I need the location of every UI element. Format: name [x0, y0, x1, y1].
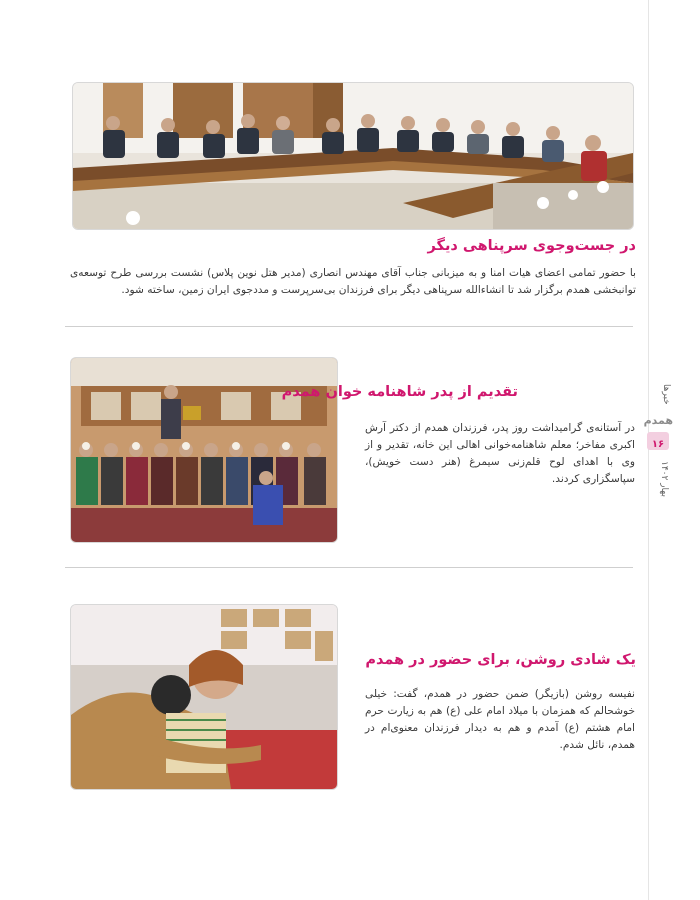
article-2-body: در آستانه‌ی گرامیداشت روز پدر، فرزندان همدم از دکتر آرش اکبری مفاخر؛ معلم شاهنامه‌خوانی اهالی این خانه، تقدیر و از وی با اهدای لوح قلم‌زنی سیمرغ (هنر دست خویش)، سپاسگزاری کردند. [365, 422, 635, 485]
divider-1 [65, 326, 633, 327]
page-number: ۱۶ [651, 439, 665, 450]
page-number-badge [647, 432, 669, 450]
section-label: خبرها [661, 383, 671, 405]
sidebar [643, 370, 673, 500]
article-1-body: با حضور تمامی اعضای هیات امنا و به میزبانی جناب آقای مهندس انصاری (مدیر هتل نوین پلاس) نشست بررسی طرح توسعه‌ی توانبخشی همدم برگزار شد تا انشاءالله سرپناهی دیگر برای فرزندان بی‌سرپرست و مددجوی ایران زمین، ساخته شود. [70, 267, 636, 296]
meeting-photo [72, 82, 634, 230]
article-3-headline: یک شادی روشن، برای حضور در همدم [365, 652, 636, 668]
article-2-headline: تقدیم از پدر شاهنامه خوان همدم [281, 384, 518, 400]
hug-photo [70, 604, 338, 790]
article-3-body: نفیسه روشن (بازیگر) ضمن حضور در همدم، گفت: خیلی خوشحالم که همزمان با میلاد امام علی (ع) هم به زیارت حرم امام هشتم (ع) آمدم و هم به دیدار فرزندان معنوی‌ام در همدم، نائل شدم. [365, 688, 635, 751]
magazine-logo: همدم [643, 414, 673, 427]
article-1-headline: در جست‌وجوی سرپناهی دیگر [427, 238, 636, 254]
issue-label: بهار ۱۴۰۲ [659, 461, 669, 497]
divider-2 [65, 567, 633, 568]
